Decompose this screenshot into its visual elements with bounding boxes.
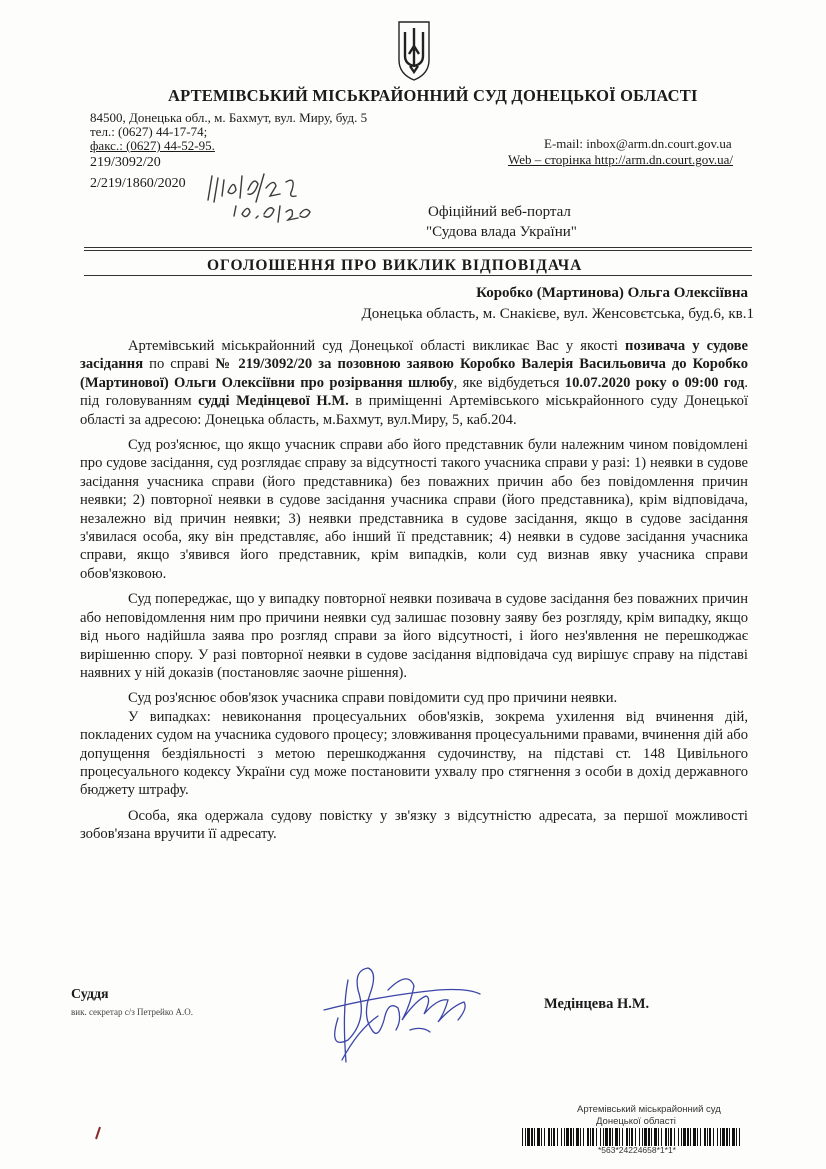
proceeding-number: 2/219/1860/2020: [90, 176, 186, 191]
barcode: [522, 1128, 742, 1146]
divider-top-2: [84, 250, 752, 251]
court-website-link[interactable]: Web – сторінка http://arm.dn.court.gov.ua/: [508, 152, 734, 167]
court-phone: тел.: (0627) 44-17-74;: [90, 124, 208, 139]
case-number: 219/3092/20: [90, 155, 161, 170]
notice-body: [80, 337, 748, 851]
court-address: 84500, Донецька обл., м. Бахмут, вул. Миру, буд. 5: [90, 110, 368, 125]
judge-name: Медінцева Н.М.: [544, 996, 650, 1012]
barcode-number: *563*24224658*1*1*: [598, 1145, 676, 1155]
recipient-line-1: Офіційний веб-портал: [428, 204, 571, 220]
registry-stamp-region: Донецької області: [596, 1116, 676, 1127]
handwritten-signature: [318, 950, 486, 1066]
paragraph-delivery: Особа, яка одержала судову повістку у зв'язку з відсутністю адресата, за першої можливості зобов'язана вручити її адресату.: [80, 807, 748, 843]
registry-stamp-court: Артемівський міськрайонний суд: [577, 1104, 721, 1115]
divider-top: [84, 247, 752, 248]
recipient-line-2: "Судова влада України": [426, 224, 577, 240]
paragraph-absence-rules: Суд роз'яснює, що якщо учасник справи або його представник були належним чином повідомлені про судове засідання, суд розглядає справу за відсутності такого учасника справи у разі: 1) неявки в судове засідання учасника справи (його представника) без поважних причин або без повідомлення причин неявки; 2) повторної неявки в судове засідання учасника справи (його представника), крім відповідача, незалежно від причин неявки; 3) неявки представника в судове засідання, якщо в судове засідання з'явилася особа, яку він представляє, або інший її представник; 4) неявки в судове засідання учасника справи, якщо з'явився його представник, крім випадків, коли суд визнав явку учасника справи обов'язковою.: [80, 437, 748, 582]
document-title: ОГОЛОШЕННЯ ПРО ВИКЛИК ВІДПОВІДАЧА: [207, 257, 583, 274]
divider-title: [84, 275, 752, 276]
addressee-address: Донецька область, м. Снакієве, вул. Женсовєтська, буд.6, кв.1: [361, 306, 754, 322]
court-name: АРТЕМІВСЬКИЙ МІСЬКРАЙОННИЙ СУД ДОНЕЦЬКОЇ ОБЛАСТІ: [168, 86, 698, 105]
court-email: E-mail: inbox@arm.dn.court.gov.ua: [544, 136, 732, 151]
paragraph-warning: Суд попереджає, що у випадку повторної неявки позивача в судове засідання без поважних причин або неповідомлення ним про причини неявки суд залишає позовну заяву без розгляду, крім випадку, якщо від нього надійшла заява про розгляд справи за його відсутності, і його нез'явлення не перешкоджає вирішенню спору. У разі повторної неявки в судове засідання відповідача суд вирішує справу на підставі наявних у ній доказів (постановляє заочне рішення).: [80, 591, 748, 681]
paragraph-summons: Артемівський міськрайонний суд Донецької області викликає Вас у якості позивача у судове засідання по справі № 219/3092/20 за позовною заявою Коробко Валерія Васильовича до Коробко (Мартинової) Ольги Олексіївни про розірвання шлюбу, яке відбудеться 10.07.2020 року о 09:00 год. під головуванням судді Медінцевої Н.М. в приміщенні Артемівського міськрайонного суду Донецької області за адресою: Донецька область, м.Бахмут, вул.Миру, 5, каб.204.: [80, 338, 749, 428]
addressee-name: Коробко (Мартинова) Ольга Олексіївна: [476, 285, 748, 301]
coat-of-arms-icon: [396, 16, 432, 82]
pen-mark: [94, 1126, 102, 1140]
judge-label: Суддя: [71, 987, 109, 1002]
court-fax: факс.: (0627) 44-52-95.: [90, 138, 215, 153]
handwritten-registration-note: [204, 170, 324, 232]
paragraph-penalty: У випадках: невиконання процесуальних обов'язків, зокрема ухилення від вчинення дій, покладених судом на учасника судового процесу; зловживання процесуальними правами, вчинення дій або допущення бездіяльності з метою перешкоджання судочинству, на підставі ст. 148 Цивільного процесуального кодексу України суд може постановити ухвалу про стягнення з особи в дохід державного бюджету штрафу.: [80, 708, 748, 799]
paragraph-duty: Суд роз'яснює обов'язок учасника справи повідомити суд про причини неявки.: [128, 690, 618, 707]
secretary-note: вик. секретар с/з Петрейко А.О.: [71, 1007, 194, 1017]
